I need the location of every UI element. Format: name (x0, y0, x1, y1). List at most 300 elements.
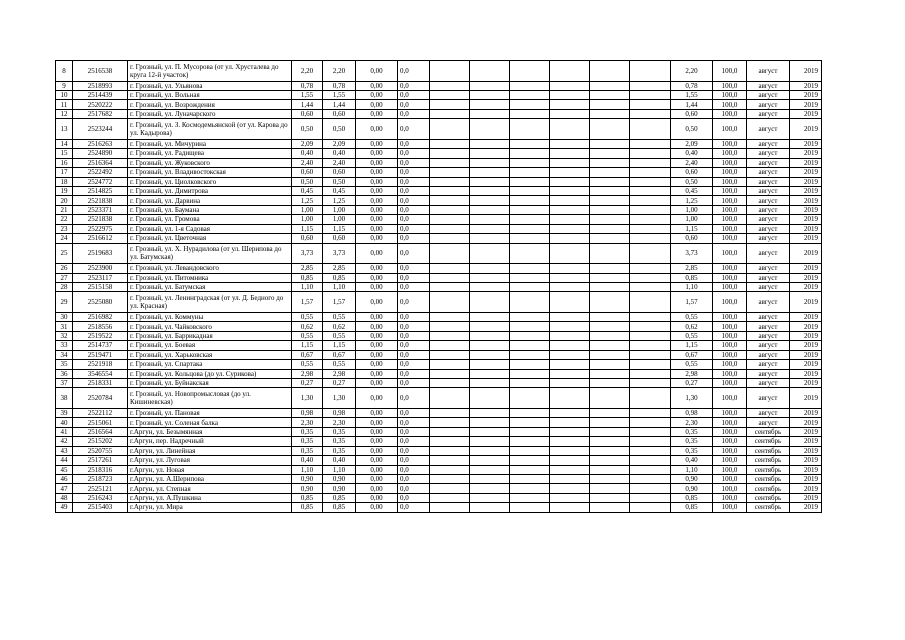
length-completed: 0,55 (671, 331, 713, 340)
empty-cell (590, 282, 630, 291)
length-completed: 2,09 (671, 139, 713, 148)
road-code: 2518723 (73, 474, 128, 483)
percent-value: 100,0 (713, 186, 747, 195)
row-number: 23 (56, 224, 73, 233)
year-value: 2019 (790, 90, 822, 99)
empty-cell (510, 322, 550, 331)
month-value: август (747, 273, 790, 282)
empty-cell (590, 81, 630, 90)
empty-cell (510, 61, 550, 82)
road-address: г. Грозный, ул. Левандовского (128, 264, 292, 273)
empty-cell (470, 90, 510, 99)
percent-value: 100,0 (713, 282, 747, 291)
zero-value-2: 0,0 (398, 465, 430, 474)
road-code: 2523244 (73, 119, 128, 140)
empty-cell (510, 186, 550, 195)
road-address: г. Грозный, ул. Соленая балка (128, 418, 292, 427)
month-value: август (747, 282, 790, 291)
zero-value-2: 0,0 (398, 484, 430, 493)
road-address: г.Аргун, ул. Луговая (128, 456, 292, 465)
year-value: 2019 (790, 177, 822, 186)
row-number: 35 (56, 360, 73, 369)
total-value: 0,35 (323, 446, 356, 455)
year-value: 2019 (790, 61, 822, 82)
empty-cell (430, 378, 470, 387)
road-code: 2522112 (73, 408, 128, 417)
zero-value-2: 0,0 (398, 81, 430, 90)
empty-cell (590, 456, 630, 465)
zero-value: 0,00 (356, 186, 398, 195)
empty-cell (550, 168, 590, 177)
road-code: 2523900 (73, 264, 128, 273)
year-value: 2019 (790, 474, 822, 483)
zero-value-2: 0,0 (398, 196, 430, 205)
empty-cell (630, 139, 671, 148)
empty-cell (510, 418, 550, 427)
length-completed: 0,85 (671, 273, 713, 282)
empty-cell (630, 456, 671, 465)
road-code: 2521838 (73, 215, 128, 224)
empty-cell (550, 224, 590, 233)
empty-cell (590, 465, 630, 474)
year-value: 2019 (790, 312, 822, 321)
empty-cell (430, 474, 470, 483)
empty-cell (630, 90, 671, 99)
zero-value-2: 0,0 (398, 360, 430, 369)
percent-value: 100,0 (713, 61, 747, 82)
empty-cell (510, 360, 550, 369)
length-value: 1,15 (292, 341, 323, 350)
empty-cell (510, 264, 550, 273)
total-value: 0,90 (323, 474, 356, 483)
length-completed: 1,10 (671, 465, 713, 474)
empty-cell (550, 418, 590, 427)
empty-cell (590, 341, 630, 350)
empty-cell (590, 474, 630, 483)
percent-value: 100,0 (713, 139, 747, 148)
road-code: 2515202 (73, 437, 128, 446)
length-value: 0,60 (292, 234, 323, 243)
length-completed: 0,45 (671, 186, 713, 195)
year-value: 2019 (790, 292, 822, 313)
year-value: 2019 (790, 119, 822, 140)
empty-cell (510, 273, 550, 282)
row-number: 28 (56, 282, 73, 291)
road-code: 2522492 (73, 168, 128, 177)
row-number: 38 (56, 388, 73, 409)
length-value: 0,85 (292, 493, 323, 502)
percent-value: 100,0 (713, 224, 747, 233)
table-row (56, 215, 822, 224)
empty-cell (470, 224, 510, 233)
empty-cell (470, 109, 510, 118)
empty-cell (470, 350, 510, 359)
length-value: 2,09 (292, 139, 323, 148)
road-code: 2516263 (73, 139, 128, 148)
month-value: август (747, 408, 790, 417)
empty-cell (550, 109, 590, 118)
empty-cell (470, 234, 510, 243)
empty-cell (630, 224, 671, 233)
percent-value: 100,0 (713, 408, 747, 417)
zero-value-2: 0,0 (398, 168, 430, 177)
zero-value: 0,00 (356, 484, 398, 493)
zero-value: 0,00 (356, 427, 398, 436)
length-value: 1,30 (292, 388, 323, 409)
empty-cell (550, 100, 590, 109)
length-completed: 2,85 (671, 264, 713, 273)
empty-cell (510, 341, 550, 350)
empty-cell (590, 360, 630, 369)
road-code: 2519471 (73, 350, 128, 359)
zero-value: 0,00 (356, 139, 398, 148)
empty-cell (590, 243, 630, 264)
length-completed: 0,35 (671, 437, 713, 446)
empty-cell (470, 243, 510, 264)
row-number: 47 (56, 484, 73, 493)
empty-cell (590, 437, 630, 446)
length-completed: 0,27 (671, 378, 713, 387)
empty-cell (470, 139, 510, 148)
empty-cell (550, 437, 590, 446)
empty-cell (550, 388, 590, 409)
road-address: г. Грозный, ул. Дарвина (128, 196, 292, 205)
empty-cell (590, 312, 630, 321)
empty-cell (590, 493, 630, 502)
road-address: г. Грозный, ул. Громова (128, 215, 292, 224)
empty-cell (470, 388, 510, 409)
empty-cell (470, 369, 510, 378)
percent-value: 100,0 (713, 388, 747, 409)
road-code: 2514737 (73, 341, 128, 350)
empty-cell (550, 196, 590, 205)
table-row (56, 437, 822, 446)
empty-cell (630, 196, 671, 205)
empty-cell (630, 418, 671, 427)
table-row (56, 168, 822, 177)
length-completed: 0,50 (671, 119, 713, 140)
month-value: август (747, 139, 790, 148)
empty-cell (550, 456, 590, 465)
row-number: 14 (56, 139, 73, 148)
zero-value-2: 0,0 (398, 224, 430, 233)
empty-cell (430, 234, 470, 243)
total-value: 0,78 (323, 81, 356, 90)
zero-value: 0,00 (356, 465, 398, 474)
empty-cell (510, 215, 550, 224)
year-value: 2019 (790, 273, 822, 282)
empty-cell (550, 312, 590, 321)
empty-cell (470, 465, 510, 474)
length-value: 0,50 (292, 119, 323, 140)
table-row (56, 61, 822, 82)
road-address: г. Грозный, ул. Харьковская (128, 350, 292, 359)
zero-value-2: 0,0 (398, 243, 430, 264)
year-value: 2019 (790, 446, 822, 455)
empty-cell (510, 109, 550, 118)
empty-cell (430, 282, 470, 291)
percent-value: 100,0 (713, 369, 747, 378)
length-completed: 1,30 (671, 388, 713, 409)
empty-cell (630, 360, 671, 369)
zero-value: 0,00 (356, 243, 398, 264)
length-value: 1,10 (292, 282, 323, 291)
empty-cell (630, 437, 671, 446)
road-address: г. Грозный, ул. Цветочная (128, 234, 292, 243)
zero-value: 0,00 (356, 341, 398, 350)
row-number: 42 (56, 437, 73, 446)
empty-cell (630, 81, 671, 90)
table-row (56, 331, 822, 340)
length-value: 2,20 (292, 61, 323, 82)
empty-cell (550, 186, 590, 195)
empty-cell (470, 158, 510, 167)
year-value: 2019 (790, 388, 822, 409)
road-address: г.Аргун, ул. Безымянная (128, 427, 292, 436)
length-completed: 1,00 (671, 215, 713, 224)
empty-cell (630, 205, 671, 214)
total-value: 0,27 (323, 378, 356, 387)
empty-cell (510, 205, 550, 214)
table-row (56, 292, 822, 313)
total-value: 2,30 (323, 418, 356, 427)
empty-cell (430, 331, 470, 340)
total-value: 0,60 (323, 168, 356, 177)
total-value: 0,50 (323, 119, 356, 140)
empty-cell (590, 503, 630, 512)
empty-cell (590, 264, 630, 273)
empty-cell (630, 446, 671, 455)
total-value: 0,35 (323, 437, 356, 446)
road-address: г. Грозный, ул. 1-я Садовая (128, 224, 292, 233)
empty-cell (630, 168, 671, 177)
table-row (56, 186, 822, 195)
empty-cell (630, 177, 671, 186)
empty-cell (430, 408, 470, 417)
zero-value-2: 0,0 (398, 61, 430, 82)
road-address: г. Грозный, ул. Димитрова (128, 186, 292, 195)
road-code: 3546554 (73, 369, 128, 378)
empty-cell (590, 292, 630, 313)
row-number: 26 (56, 264, 73, 273)
empty-cell (630, 215, 671, 224)
zero-value: 0,00 (356, 177, 398, 186)
empty-cell (430, 484, 470, 493)
road-code: 2516982 (73, 312, 128, 321)
empty-cell (590, 109, 630, 118)
road-address: г. Грозный, ул. Буйнакская (128, 378, 292, 387)
month-value: сентябрь (747, 484, 790, 493)
empty-cell (630, 149, 671, 158)
length-value: 1,15 (292, 224, 323, 233)
empty-cell (510, 474, 550, 483)
empty-cell (550, 503, 590, 512)
zero-value-2: 0,0 (398, 503, 430, 512)
empty-cell (470, 196, 510, 205)
zero-value-2: 0,0 (398, 322, 430, 331)
zero-value: 0,00 (356, 378, 398, 387)
month-value: август (747, 215, 790, 224)
empty-cell (510, 331, 550, 340)
total-value: 0,55 (323, 360, 356, 369)
row-number: 20 (56, 196, 73, 205)
road-code: 2516612 (73, 234, 128, 243)
length-value: 0,90 (292, 484, 323, 493)
year-value: 2019 (790, 264, 822, 273)
empty-cell (630, 331, 671, 340)
total-value: 1,10 (323, 465, 356, 474)
empty-cell (630, 503, 671, 512)
empty-cell (510, 168, 550, 177)
road-address: г.Аргун, пер. Надречный (128, 437, 292, 446)
road-address: г.Аргун, ул. А.Пушкина (128, 493, 292, 502)
total-value: 1,55 (323, 90, 356, 99)
year-value: 2019 (790, 322, 822, 331)
table-row (56, 282, 822, 291)
empty-cell (470, 312, 510, 321)
total-value: 2,20 (323, 61, 356, 82)
zero-value-2: 0,0 (398, 292, 430, 313)
empty-cell (430, 273, 470, 282)
empty-cell (430, 109, 470, 118)
row-number: 15 (56, 149, 73, 158)
month-value: сентябрь (747, 503, 790, 512)
length-completed: 1,15 (671, 224, 713, 233)
table-row (56, 360, 822, 369)
empty-cell (590, 331, 630, 340)
month-value: сентябрь (747, 446, 790, 455)
table-row (56, 205, 822, 214)
length-completed: 0,60 (671, 109, 713, 118)
month-value: август (747, 196, 790, 205)
zero-value-2: 0,0 (398, 149, 430, 158)
month-value: август (747, 388, 790, 409)
total-value: 0,62 (323, 322, 356, 331)
month-value: август (747, 331, 790, 340)
table-row (56, 234, 822, 243)
empty-cell (430, 139, 470, 148)
empty-cell (430, 341, 470, 350)
zero-value: 0,00 (356, 292, 398, 313)
zero-value: 0,00 (356, 61, 398, 82)
empty-cell (630, 312, 671, 321)
length-completed: 0,90 (671, 474, 713, 483)
empty-cell (510, 139, 550, 148)
zero-value: 0,00 (356, 205, 398, 214)
year-value: 2019 (790, 418, 822, 427)
month-value: сентябрь (747, 493, 790, 502)
zero-value: 0,00 (356, 446, 398, 455)
total-value: 0,40 (323, 456, 356, 465)
zero-value: 0,00 (356, 90, 398, 99)
month-value: август (747, 81, 790, 90)
empty-cell (430, 312, 470, 321)
road-code: 2521918 (73, 360, 128, 369)
empty-cell (430, 493, 470, 502)
length-value: 0,60 (292, 109, 323, 118)
empty-cell (550, 273, 590, 282)
percent-value: 100,0 (713, 418, 747, 427)
zero-value-2: 0,0 (398, 341, 430, 350)
table-row (56, 378, 822, 387)
empty-cell (510, 100, 550, 109)
percent-value: 100,0 (713, 360, 747, 369)
table-row (56, 408, 822, 417)
length-value: 3,73 (292, 243, 323, 264)
total-value: 0,60 (323, 234, 356, 243)
empty-cell (430, 350, 470, 359)
empty-cell (630, 292, 671, 313)
zero-value-2: 0,0 (398, 215, 430, 224)
road-code: 2522975 (73, 224, 128, 233)
zero-value: 0,00 (356, 100, 398, 109)
total-value: 2,85 (323, 264, 356, 273)
table-row (56, 139, 822, 148)
empty-cell (630, 465, 671, 474)
road-address: г.Аргун, ул. Мира (128, 503, 292, 512)
year-value: 2019 (790, 369, 822, 378)
zero-value: 0,00 (356, 418, 398, 427)
row-number: 21 (56, 205, 73, 214)
empty-cell (550, 215, 590, 224)
table-row (56, 493, 822, 502)
empty-cell (550, 90, 590, 99)
table-row (56, 109, 822, 118)
percent-value: 100,0 (713, 196, 747, 205)
empty-cell (630, 369, 671, 378)
empty-cell (430, 388, 470, 409)
empty-cell (430, 168, 470, 177)
zero-value: 0,00 (356, 322, 398, 331)
total-value: 1,15 (323, 224, 356, 233)
total-value: 0,98 (323, 408, 356, 417)
table-row (56, 446, 822, 455)
empty-cell (590, 388, 630, 409)
road-address: г. Грозный, ул. Вольная (128, 90, 292, 99)
length-value: 0,90 (292, 474, 323, 483)
length-value: 1,55 (292, 90, 323, 99)
month-value: август (747, 243, 790, 264)
length-value: 2,30 (292, 418, 323, 427)
row-number: 16 (56, 158, 73, 167)
year-value: 2019 (790, 493, 822, 502)
zero-value-2: 0,0 (398, 205, 430, 214)
length-completed: 0,40 (671, 456, 713, 465)
empty-cell (590, 119, 630, 140)
road-code: 2514825 (73, 186, 128, 195)
percent-value: 100,0 (713, 81, 747, 90)
road-code: 2520755 (73, 446, 128, 455)
road-code: 2516364 (73, 158, 128, 167)
empty-cell (550, 350, 590, 359)
total-value: 0,67 (323, 350, 356, 359)
empty-cell (550, 149, 590, 158)
row-number: 41 (56, 427, 73, 436)
empty-cell (630, 341, 671, 350)
road-address: г. Грозный, ул. Радищева (128, 149, 292, 158)
road-code: 2523117 (73, 273, 128, 282)
zero-value-2: 0,0 (398, 350, 430, 359)
year-value: 2019 (790, 158, 822, 167)
road-code: 2518331 (73, 378, 128, 387)
length-completed: 0,67 (671, 350, 713, 359)
length-value: 0,35 (292, 437, 323, 446)
empty-cell (590, 196, 630, 205)
row-number: 8 (56, 61, 73, 82)
road-code: 2523371 (73, 205, 128, 214)
month-value: август (747, 369, 790, 378)
empty-cell (590, 234, 630, 243)
